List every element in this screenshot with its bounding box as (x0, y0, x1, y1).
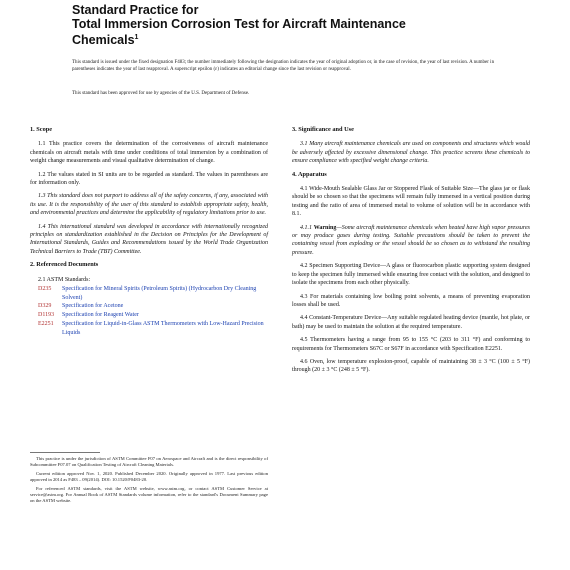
reference-code[interactable]: E2251 (38, 321, 54, 328)
reference-item[interactable] (30, 320, 268, 337)
reference-item[interactable] (30, 302, 268, 310)
paragraph-4-4: 4.4 Constant-Temperature Device—Any suitable regulated heating device (mantle, hot plate, or bath) may be used to maintain the solution at the required temperature. (292, 315, 530, 330)
paragraph-1-2: 1.2 The values stated in SI units are to be regarded as standard. The values in parentheses are for information only. (30, 171, 268, 187)
title-line-3 (72, 31, 502, 47)
title-footnote-mark: 1 (134, 34, 139, 41)
title-line-3-text: Chemicals (72, 33, 135, 48)
reference-title-link[interactable]: Specification for Liquid-in-Glass ASTM Thermometers with Low-Hazard Precision Liquids (62, 321, 264, 336)
paragraph-2-1: 2.1 ASTM Standards: (38, 276, 91, 283)
paragraph-4-2: 4.2 Specimen Supporting Device—A glass or fluorocarbon plastic supporting system designed to keep the specimen fully immersed while ensuring free contact with the solution, and designed to isolate the specimens from each other physically. (292, 263, 530, 287)
reference-code[interactable]: D235 (38, 286, 52, 293)
footnote-1-edition: Current edition approved Nov. 1, 2020. Published December 2020. Originally approved in 1977. Last previous edition approved in 2014 as F483 – 09(2014). DOI: 10.1520/F0483-20. (30, 471, 268, 482)
reference-code[interactable]: D1193 (38, 312, 55, 319)
paragraph-3-1: 3.1 Many aircraft maintenance chemicals are used on components and structures which would be adversely affected by excessive dimensional change. This practice screens these chemicals to ensure compliance with specified weight change criteria. (292, 141, 530, 165)
apparatus-heading: 4. Apparatus (292, 170, 327, 178)
paragraph-4-5: 4.5 Thermometers having a range from 95 to 155 °C (203 to 311 °F) and conforming to requirements for Thermometers S67C or S67F in accordance with Specification E2251. (292, 337, 530, 352)
reference-title-link[interactable]: Specification for Reagent Water (62, 312, 139, 319)
reference-item[interactable] (30, 285, 268, 302)
reference-title-link[interactable]: Specification for Acetone (62, 303, 124, 310)
designation-notice: This standard is issued under the fixed designation F483; the number immediately following the designation indicates the year of original adoption or, in the case of revision, the year of last revision. A number in parentheses indicates the year of last reapproval. A superscript epsilon (ε) indicates an editorial change since the last revision or reapproval. (72, 60, 495, 72)
footnote-2: For referenced ASTM standards, visit the ASTM website, www.astm.org, or contact ASTM Customer Service at service@astm.org. For Annual Book of ASTM Standards volume information, refer to the standard's Document Summary page on the ASTM website. (30, 486, 268, 503)
paragraph-1-3: 1.3 This standard does not purport to address all of the safety concerns, if any, associated with its use. It is the responsibility of the user of this standard to establish appropriate safety, health, and environmental practices and determine the applicability of regulatory limitations prior to use. (30, 193, 268, 217)
scope-heading: 1. Scope (30, 126, 53, 133)
reference-list (30, 285, 268, 337)
reference-code[interactable]: D329 (38, 303, 52, 310)
paragraph-4-1-1: 4.1.1 Warning—Some aircraft maintenance chemicals when heated have high vapor pressures or may produce gases during testing. Suitable precautions should be taken to prevent the containing vessel from exploding or the vessel should be so chosen as to withstand the resulting pressure. (292, 224, 530, 256)
right-column (292, 122, 530, 380)
paragraph-4-6: 4.6 Oven, low temperature explosion-proof, capable of maintaining 38 ± 3 °C (100 ± 5 °F) through (20 ± 3 °C (248 ± 5 °F). (292, 358, 530, 374)
referenced-documents-heading: 2. Referenced Documents (30, 261, 99, 269)
left-column (30, 122, 268, 343)
paragraph-4-3: 4.3 For materials containing low boiling point solvents, a means of preventing evaporation losses shall be used. (292, 293, 530, 308)
reference-title-link[interactable]: Specification for Mineral Spirits (Petroleum Spirits) (Hydrocarbon Dry Cleaning Solvent) (62, 286, 257, 301)
paragraph-4-1: 4.1 Wide-Mouth Sealable Glass Jar or Stoppered Flask of Suitable Size—The glass jar or flask should be so chosen so that the specimens will remain fully immersed in a vertical position during testing and the ratio of area of immersed metal to volume of solution will be in accordance with 8.1. (292, 186, 530, 218)
dod-notice: This standard has been approved for use by agencies of the U.S. Department of Defense. (72, 91, 250, 96)
warning-text: —Some aircraft maintenance chemicals when heated have high vapor pressures or may produce gases during testing. Suitable precautions should be taken to prevent the containing vessel from exploding or the vessel should be so chosen as to withstand the resulting pressure. (292, 224, 530, 256)
reference-item[interactable] (30, 311, 268, 319)
warning-label: Warning (313, 224, 337, 231)
footnote-divider (30, 452, 100, 453)
significance-heading: 3. Significance and Use (292, 126, 354, 133)
title-line-1: Standard Practice for (72, 3, 199, 17)
paragraph-1-1: 1.1 This practice covers the determination of the corrosiveness of aircraft maintenance chemicals on aircraft metals with time under conditions of total immersion by a combination of weight change measurements and visual qualitative determination of change. (30, 141, 268, 165)
title-line-2: Total Immersion Corrosion Test for Aircraft Maintenance (72, 17, 406, 31)
footnote-1: This practice is under the jurisdiction of ASTM Committee F07 on Aerospace and Aircraft and is the direct responsibility of Subcommittee F07.07 on Qualification Testing of Aircraft Cleaning Materials. (30, 456, 268, 467)
paragraph-1-4: 1.4 This international standard was developed in accordance with internationally recognized principles on standardization established in the Decision on Principles for the Development of International Standards, Guides and Recommendations issued by the World Trade Organization Technical Barriers to Trade (TBT) Committee. (30, 223, 268, 255)
footnotes (30, 452, 268, 507)
